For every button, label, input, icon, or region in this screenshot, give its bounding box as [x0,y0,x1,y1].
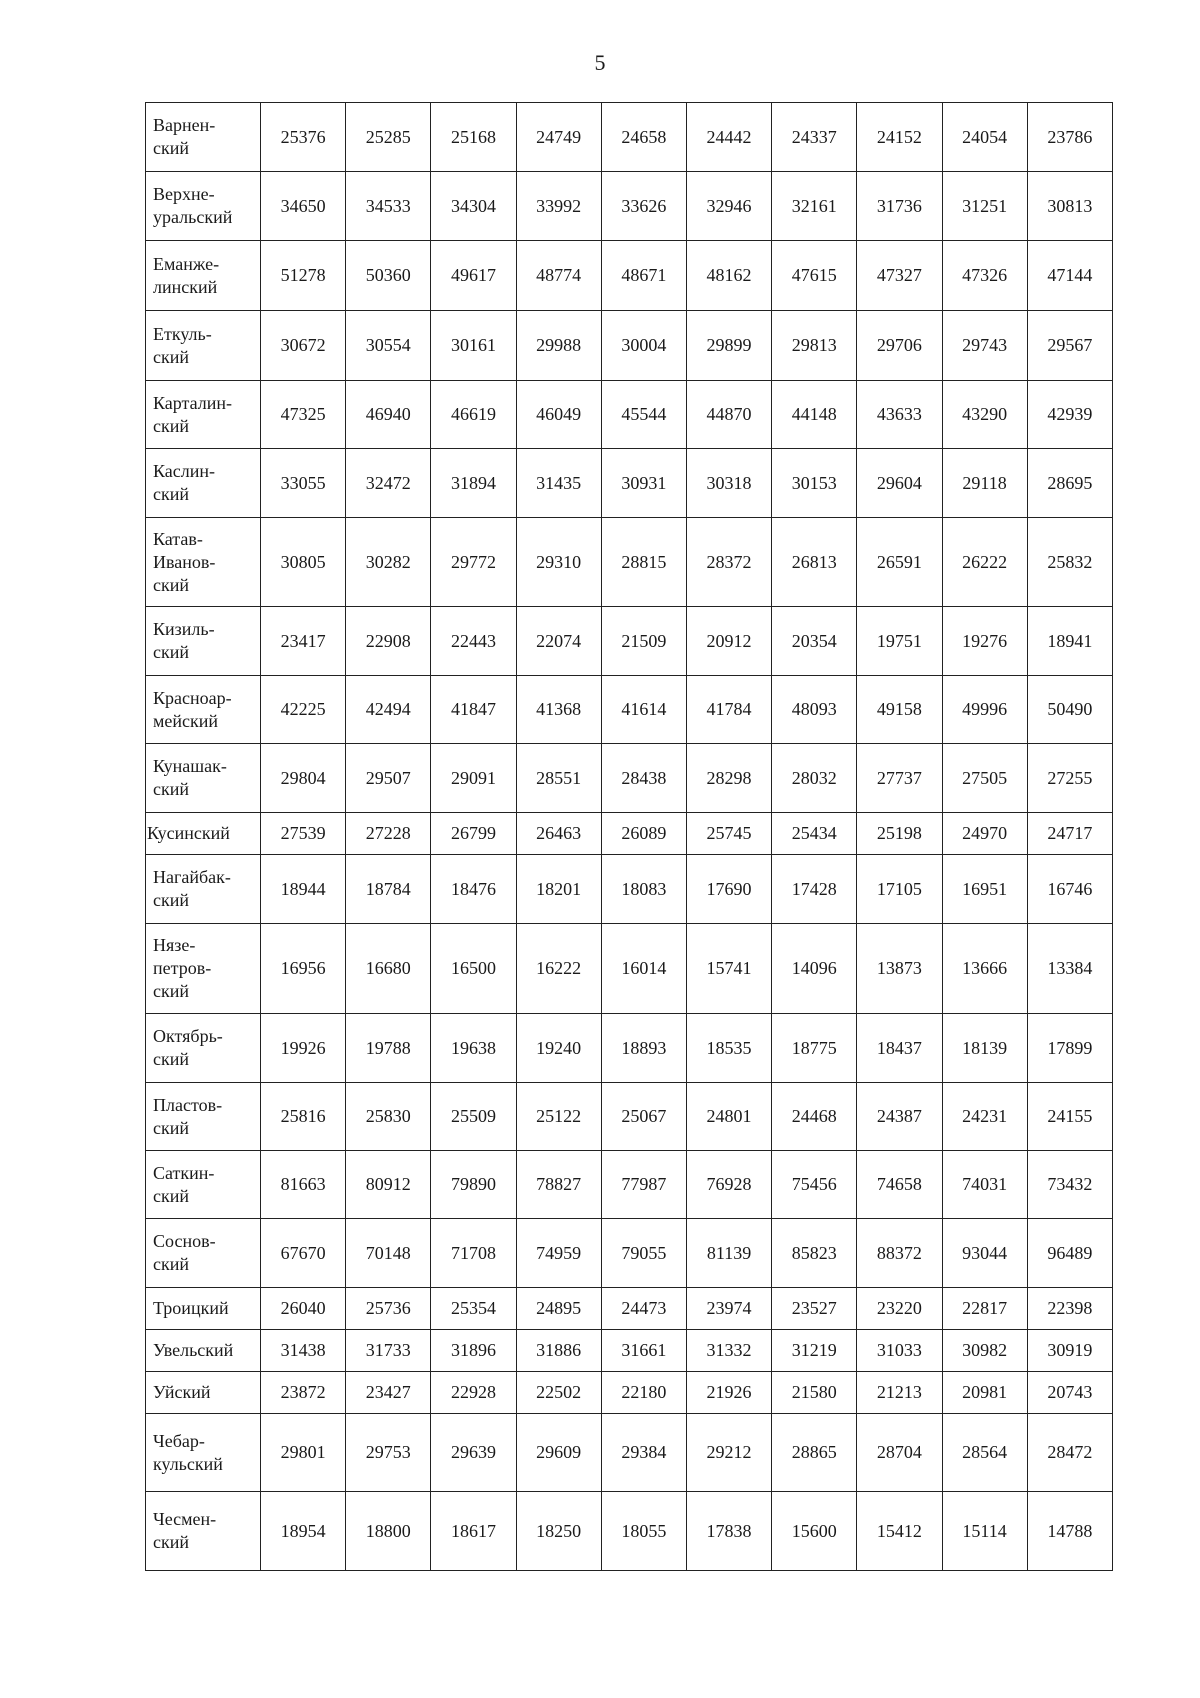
value-cell: 96489 [1027,1219,1112,1288]
value-cell: 41784 [686,676,771,744]
value-cell: 67670 [261,1219,346,1288]
value-cell: 31733 [346,1330,431,1372]
value-cell: 16956 [261,924,346,1014]
value-cell: 24337 [772,103,857,172]
value-cell: 21926 [686,1372,771,1414]
value-cell: 20981 [942,1372,1027,1414]
value-cell: 71708 [431,1219,516,1288]
value-cell: 31251 [942,172,1027,241]
table-row [146,311,1113,381]
value-cell: 29384 [601,1414,686,1492]
value-cell: 13873 [857,924,942,1014]
value-cell: 29118 [942,449,1027,518]
value-cell: 18535 [686,1014,771,1083]
value-cell: 30004 [601,311,686,381]
value-cell: 13666 [942,924,1027,1014]
district-name-cell: Пластов- ский [146,1083,261,1151]
value-cell: 80912 [346,1151,431,1219]
value-cell: 16746 [1027,855,1112,924]
value-cell: 49996 [942,676,1027,744]
value-cell: 18437 [857,1014,942,1083]
value-cell: 50490 [1027,676,1112,744]
table-row [146,607,1113,676]
value-cell: 18476 [431,855,516,924]
value-cell: 25198 [857,813,942,855]
value-cell: 31894 [431,449,516,518]
table-row [146,103,1113,172]
district-name-cell: Уйский [146,1372,261,1414]
value-cell: 77987 [601,1151,686,1219]
table-row [146,1151,1113,1219]
value-cell: 15412 [857,1492,942,1571]
value-cell: 18775 [772,1014,857,1083]
value-cell: 24658 [601,103,686,172]
value-cell: 24231 [942,1083,1027,1151]
district-name-cell: Карталин- ский [146,381,261,449]
value-cell: 24054 [942,103,1027,172]
table-row [146,449,1113,518]
value-cell: 75456 [772,1151,857,1219]
value-cell: 19638 [431,1014,516,1083]
value-cell: 44148 [772,381,857,449]
value-cell: 29772 [431,518,516,607]
value-cell: 42494 [346,676,431,744]
value-cell: 47144 [1027,241,1112,311]
table-row [146,1330,1113,1372]
value-cell: 24468 [772,1083,857,1151]
value-cell: 31219 [772,1330,857,1372]
value-cell: 24970 [942,813,1027,855]
district-name-cell: Кунашак- ский [146,744,261,813]
value-cell: 24387 [857,1083,942,1151]
value-cell: 46940 [346,381,431,449]
value-cell: 29604 [857,449,942,518]
value-cell: 47615 [772,241,857,311]
value-cell: 48671 [601,241,686,311]
value-cell: 19926 [261,1014,346,1083]
value-cell: 28564 [942,1414,1027,1492]
value-cell: 25816 [261,1083,346,1151]
value-cell: 17690 [686,855,771,924]
value-cell: 30161 [431,311,516,381]
value-cell: 22180 [601,1372,686,1414]
value-cell: 30919 [1027,1330,1112,1372]
value-cell: 14788 [1027,1492,1112,1571]
value-cell: 74959 [516,1219,601,1288]
value-cell: 33992 [516,172,601,241]
value-cell: 28372 [686,518,771,607]
value-cell: 74658 [857,1151,942,1219]
value-cell: 31332 [686,1330,771,1372]
value-cell: 29801 [261,1414,346,1492]
value-cell: 24895 [516,1288,601,1330]
value-cell: 41614 [601,676,686,744]
table-row [146,518,1113,607]
page-number: 5 [594,50,606,75]
value-cell: 23417 [261,607,346,676]
value-cell: 24152 [857,103,942,172]
table-row [146,813,1113,855]
value-cell: 28472 [1027,1414,1112,1492]
value-cell: 27505 [942,744,1027,813]
value-cell: 29310 [516,518,601,607]
district-name-cell: Увельский [146,1330,261,1372]
value-cell: 20354 [772,607,857,676]
value-cell: 16222 [516,924,601,1014]
district-name-cell: Саткин- ский [146,1151,261,1219]
value-cell: 23527 [772,1288,857,1330]
value-cell: 26591 [857,518,942,607]
value-cell: 29567 [1027,311,1112,381]
value-cell: 27539 [261,813,346,855]
value-cell: 22074 [516,607,601,676]
value-cell: 19240 [516,1014,601,1083]
district-name-cell: Катав- Иванов- ский [146,518,261,607]
value-cell: 44870 [686,381,771,449]
value-cell: 17428 [772,855,857,924]
value-cell: 31438 [261,1330,346,1372]
value-cell: 34304 [431,172,516,241]
district-name-cell: Красноар- мейский [146,676,261,744]
value-cell: 26813 [772,518,857,607]
value-cell: 17105 [857,855,942,924]
value-cell: 28032 [772,744,857,813]
table-row [146,1083,1113,1151]
value-cell: 15600 [772,1492,857,1571]
value-cell: 28815 [601,518,686,607]
value-cell: 29609 [516,1414,601,1492]
value-cell: 25830 [346,1083,431,1151]
value-cell: 81139 [686,1219,771,1288]
value-cell: 20912 [686,607,771,676]
district-name-cell: Еманже- линский [146,241,261,311]
value-cell: 34533 [346,172,431,241]
value-cell: 33626 [601,172,686,241]
table-row [146,1014,1113,1083]
value-cell: 32472 [346,449,431,518]
value-cell: 18055 [601,1492,686,1571]
value-cell: 30813 [1027,172,1112,241]
table-row [146,1372,1113,1414]
district-name-cell: Кусинский [146,813,261,855]
value-cell: 20743 [1027,1372,1112,1414]
value-cell: 47325 [261,381,346,449]
value-cell: 16500 [431,924,516,1014]
value-cell: 30805 [261,518,346,607]
value-cell: 15741 [686,924,771,1014]
value-cell: 16951 [942,855,1027,924]
value-cell: 41368 [516,676,601,744]
value-cell: 25434 [772,813,857,855]
value-cell: 31886 [516,1330,601,1372]
value-cell: 46619 [431,381,516,449]
value-cell: 81663 [261,1151,346,1219]
table-row [146,1219,1113,1288]
value-cell: 76928 [686,1151,771,1219]
value-cell: 23786 [1027,103,1112,172]
table-row [146,1288,1113,1330]
value-cell: 24442 [686,103,771,172]
district-name-cell: Соснов- ский [146,1219,261,1288]
value-cell: 74031 [942,1151,1027,1219]
value-cell: 18083 [601,855,686,924]
value-cell: 31896 [431,1330,516,1372]
value-cell: 18800 [346,1492,431,1571]
district-name-cell: Каслин- ский [146,449,261,518]
value-cell: 22398 [1027,1288,1112,1330]
value-cell: 28551 [516,744,601,813]
value-cell: 30554 [346,311,431,381]
value-cell: 30672 [261,311,346,381]
value-cell: 26089 [601,813,686,855]
value-cell: 48774 [516,241,601,311]
value-cell: 33055 [261,449,346,518]
value-cell: 27255 [1027,744,1112,813]
value-cell: 25067 [601,1083,686,1151]
table-row [146,744,1113,813]
value-cell: 45544 [601,381,686,449]
value-cell: 22502 [516,1372,601,1414]
value-cell: 14096 [772,924,857,1014]
value-cell: 27737 [857,744,942,813]
value-cell: 43633 [857,381,942,449]
value-cell: 24473 [601,1288,686,1330]
value-cell: 28695 [1027,449,1112,518]
table-row [146,241,1113,311]
value-cell: 48093 [772,676,857,744]
value-cell: 25285 [346,103,431,172]
value-cell: 17838 [686,1492,771,1571]
value-cell: 19751 [857,607,942,676]
value-cell: 26463 [516,813,601,855]
value-cell: 23974 [686,1288,771,1330]
value-cell: 18139 [942,1014,1027,1083]
value-cell: 19276 [942,607,1027,676]
value-cell: 31033 [857,1330,942,1372]
value-cell: 29804 [261,744,346,813]
value-cell: 48162 [686,241,771,311]
table-row [146,1414,1113,1492]
value-cell: 13384 [1027,924,1112,1014]
value-cell: 30282 [346,518,431,607]
value-cell: 25122 [516,1083,601,1151]
value-cell: 16680 [346,924,431,1014]
value-cell: 21213 [857,1372,942,1414]
value-cell: 49158 [857,676,942,744]
value-cell: 21509 [601,607,686,676]
value-cell: 15114 [942,1492,1027,1571]
value-cell: 29706 [857,311,942,381]
value-cell: 29212 [686,1414,771,1492]
value-cell: 23220 [857,1288,942,1330]
value-cell: 29753 [346,1414,431,1492]
value-cell: 29639 [431,1414,516,1492]
value-cell: 73432 [1027,1151,1112,1219]
value-cell: 24749 [516,103,601,172]
value-cell: 49617 [431,241,516,311]
value-cell: 43290 [942,381,1027,449]
value-cell: 30982 [942,1330,1027,1372]
table-row [146,172,1113,241]
value-cell: 22817 [942,1288,1027,1330]
value-cell: 23427 [346,1372,431,1414]
value-cell: 70148 [346,1219,431,1288]
value-cell: 29813 [772,311,857,381]
value-cell: 31661 [601,1330,686,1372]
value-cell: 21580 [772,1372,857,1414]
value-cell: 18893 [601,1014,686,1083]
district-name-cell: Нязе- петров- ский [146,924,261,1014]
value-cell: 41847 [431,676,516,744]
district-name-cell: Верхне- уральский [146,172,261,241]
value-cell: 30318 [686,449,771,518]
value-cell: 42939 [1027,381,1112,449]
table-row [146,676,1113,744]
value-cell: 30931 [601,449,686,518]
value-cell: 29507 [346,744,431,813]
district-name-cell: Кизиль- ский [146,607,261,676]
value-cell: 18201 [516,855,601,924]
value-cell: 24801 [686,1083,771,1151]
value-cell: 25354 [431,1288,516,1330]
district-name-cell: Октябрь- ский [146,1014,261,1083]
value-cell: 22928 [431,1372,516,1414]
value-cell: 26222 [942,518,1027,607]
table-row [146,855,1113,924]
value-cell: 47327 [857,241,942,311]
value-cell: 30153 [772,449,857,518]
population-table [145,102,1113,1571]
value-cell: 28704 [857,1414,942,1492]
value-cell: 18617 [431,1492,516,1571]
value-cell: 19788 [346,1014,431,1083]
table-row [146,1492,1113,1571]
value-cell: 78827 [516,1151,601,1219]
value-cell: 26799 [431,813,516,855]
value-cell: 18941 [1027,607,1112,676]
value-cell: 88372 [857,1219,942,1288]
district-name-cell: Троицкий [146,1288,261,1330]
value-cell: 22443 [431,607,516,676]
value-cell: 29988 [516,311,601,381]
value-cell: 25168 [431,103,516,172]
value-cell: 26040 [261,1288,346,1330]
value-cell: 50360 [346,241,431,311]
value-cell: 85823 [772,1219,857,1288]
value-cell: 79055 [601,1219,686,1288]
value-cell: 18250 [516,1492,601,1571]
value-cell: 16014 [601,924,686,1014]
district-name-cell: Еткуль- ский [146,311,261,381]
value-cell: 25376 [261,103,346,172]
value-cell: 31435 [516,449,601,518]
value-cell: 24155 [1027,1083,1112,1151]
value-cell: 28865 [772,1414,857,1492]
value-cell: 27228 [346,813,431,855]
table-body [146,103,1113,1571]
value-cell: 18784 [346,855,431,924]
value-cell: 25736 [346,1288,431,1330]
value-cell: 32946 [686,172,771,241]
district-name-cell: Нагайбак- ский [146,855,261,924]
value-cell: 17899 [1027,1014,1112,1083]
district-name-cell: Чесмен- ский [146,1492,261,1571]
value-cell: 18944 [261,855,346,924]
value-cell: 46049 [516,381,601,449]
value-cell: 29899 [686,311,771,381]
value-cell: 32161 [772,172,857,241]
value-cell: 29743 [942,311,1027,381]
table-row [146,924,1113,1014]
district-name-cell: Чебар- кульский [146,1414,261,1492]
value-cell: 24717 [1027,813,1112,855]
value-cell: 25832 [1027,518,1112,607]
value-cell: 79890 [431,1151,516,1219]
value-cell: 42225 [261,676,346,744]
value-cell: 93044 [942,1219,1027,1288]
value-cell: 28298 [686,744,771,813]
value-cell: 25745 [686,813,771,855]
value-cell: 31736 [857,172,942,241]
value-cell: 25509 [431,1083,516,1151]
value-cell: 29091 [431,744,516,813]
value-cell: 18954 [261,1492,346,1571]
value-cell: 47326 [942,241,1027,311]
value-cell: 51278 [261,241,346,311]
table-row [146,381,1113,449]
district-name-cell: Варнен- ский [146,103,261,172]
value-cell: 22908 [346,607,431,676]
value-cell: 28438 [601,744,686,813]
value-cell: 23872 [261,1372,346,1414]
value-cell: 34650 [261,172,346,241]
